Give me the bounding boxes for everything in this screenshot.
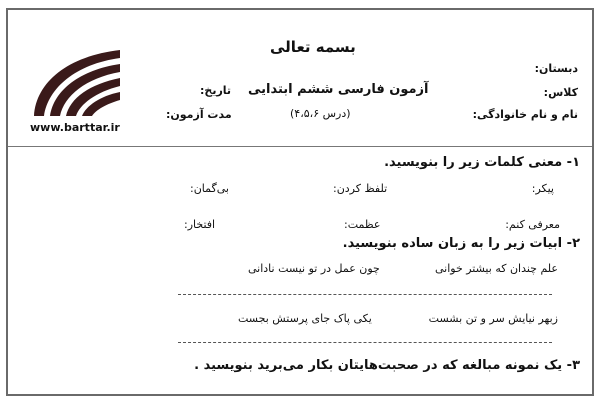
word-bigoman: بی‌گمان: [190, 182, 229, 195]
name-label: نام و نام خانوادگی: [472, 108, 578, 121]
page-heading: بسمه تعالی [270, 38, 356, 56]
verse-1b: چون عمل در تو نیست نادانی [248, 262, 380, 275]
verse-2b: یکی پاک جای پرستش بجست [238, 312, 372, 325]
verse-1a: علم چندان که بیشتر خوانی [434, 262, 558, 275]
date-label: تاریخ: [200, 84, 232, 97]
exam-lessons: (درس ۴،۵،۶) [290, 107, 351, 120]
logo-url: www.barttar.ir [30, 121, 120, 134]
word-paykar: پیکر: [531, 182, 554, 195]
exam-title: آزمون فارسی ششم ابتدایی [248, 82, 429, 97]
answer-line-2 [178, 342, 552, 343]
logo [28, 42, 138, 118]
word-talaffoz: تلفظ کردن: [333, 182, 388, 195]
logo-graphic [28, 42, 138, 118]
question-2: ۲- ابیات زیر را به زبان ساده بنویسید. [342, 236, 580, 251]
verse-2a: زبهر نیایش سر و تن بشست [428, 312, 558, 325]
word-azamat: عظمت: [344, 218, 381, 231]
question-3: ۳- یک نمونه مبالغه که در صحبت‌هایتان بکار می‌برید بنویسید . [194, 358, 580, 373]
duration-label: مدت آزمون: [166, 108, 232, 121]
answer-line-1 [178, 294, 552, 295]
header-divider [8, 146, 592, 147]
class-label: کلاس: [543, 86, 578, 99]
word-moarefi: معرفی کنم: [505, 218, 560, 231]
question-1: ۱- معنی کلمات زیر را بنویسید. [384, 155, 580, 170]
school-label: دبستان: [534, 62, 578, 75]
word-eftekhar: افتخار: [184, 218, 216, 231]
